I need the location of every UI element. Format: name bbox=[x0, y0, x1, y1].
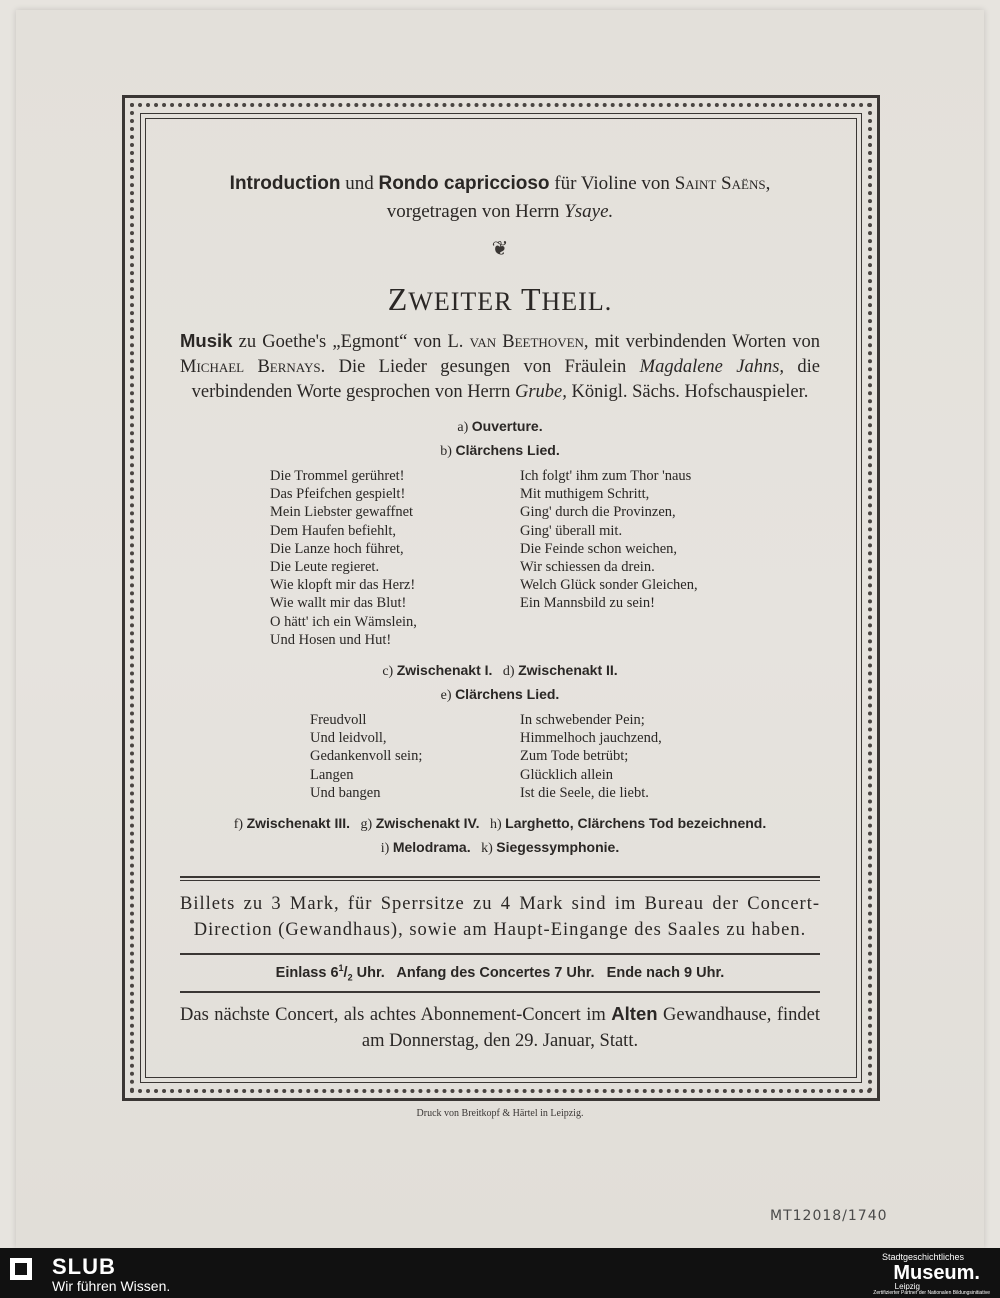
poem-line: Ging' durch die Provinzen, bbox=[520, 504, 676, 521]
item-b-title: Clärchens Lied. bbox=[455, 442, 560, 458]
poem-line: Ein Mannsbild zu sein! bbox=[520, 595, 655, 612]
poem-line: Gedankenvoll sein; bbox=[310, 748, 423, 765]
poem-line: Mit muthigem Schritt, bbox=[520, 486, 650, 503]
museum-city: Leipzig bbox=[894, 1282, 920, 1291]
item-c-label: c) bbox=[382, 664, 394, 680]
item-e-label: e) bbox=[440, 688, 452, 704]
item-a-label: a) bbox=[457, 420, 469, 435]
heading-z: Z bbox=[387, 281, 409, 317]
fraction-num: 1 bbox=[338, 963, 344, 974]
times-info: Einlass $6^1/_2$ Uhr. Anfang des Concertes 7 Uhr. Ende nach 9 Uhr. bbox=[275, 963, 725, 983]
item-k-label: k) bbox=[481, 841, 493, 857]
poem-claerchens-lied-2 bbox=[180, 711, 820, 802]
next-text-2: Gewandhause, findet am Donnerstag, den 29. Januar, Statt. bbox=[361, 1004, 821, 1051]
poem-line: Und Hosen und Hut! bbox=[270, 631, 392, 648]
footer-bar bbox=[0, 1248, 1000, 1298]
poem-line: Langen bbox=[310, 766, 354, 783]
program-content bbox=[180, 170, 820, 1062]
item-g-title: Zwischenakt IV. bbox=[375, 815, 480, 832]
heading-weiter: WEITER bbox=[408, 287, 513, 316]
poem-line: Freudvoll bbox=[310, 712, 367, 729]
poem-line: Die Trommel gerühret! bbox=[270, 468, 405, 484]
next-alten: Alten bbox=[611, 1002, 658, 1024]
poem-line: Ist die Seele, die liebt. bbox=[520, 784, 649, 801]
section-heading bbox=[180, 281, 820, 318]
program-item-b bbox=[180, 439, 820, 463]
program-item-ik bbox=[180, 836, 820, 860]
intro-paragraph bbox=[180, 170, 820, 226]
performer-ysaye: Ysaye. bbox=[564, 201, 614, 222]
intro-line2: vorgetragen von Herrn bbox=[386, 201, 560, 222]
heading-heil: HEIL. bbox=[541, 287, 613, 316]
slub-tagline: Wir führen Wissen. bbox=[52, 1278, 171, 1294]
egmont-text-5: Königl. Sächs. Hofschauspieler. bbox=[571, 382, 809, 402]
poem-line: Wir schiessen da drein. bbox=[520, 559, 655, 576]
work-title-introduction: Introduction bbox=[229, 173, 341, 194]
composer-beethoven: van Beethoven, bbox=[469, 332, 589, 352]
poem-line: In schwebender Pein; bbox=[520, 712, 645, 729]
poem-line: Mein Liebster gewaffnet bbox=[270, 504, 414, 521]
poem2-left-column bbox=[310, 711, 480, 802]
item-h-label: h) bbox=[489, 817, 502, 833]
poem-line: Das Pfeifchen gespielt! bbox=[270, 486, 406, 503]
egmont-paragraph bbox=[180, 328, 820, 405]
poem-line: Die Lanze hoch führet, bbox=[270, 540, 404, 557]
slub-logo-icon[interactable] bbox=[10, 1258, 32, 1280]
item-i-title: Melodrama. bbox=[392, 839, 471, 856]
poem-line: Welch Glück sonder Gleichen, bbox=[520, 577, 698, 594]
poem-line: Wie klopft mir das Herz! bbox=[270, 577, 416, 594]
heading-t: T bbox=[520, 281, 542, 317]
poem2-right-column bbox=[520, 711, 690, 802]
intro-und: und bbox=[345, 173, 374, 194]
slub-name[interactable]: SLUB bbox=[52, 1254, 116, 1279]
poem-claerchens-lied-1 bbox=[180, 467, 820, 649]
next-text-1: Das nächste Concert, als achtes Abonnement-Concert im bbox=[180, 1004, 606, 1025]
speaker-grube: Grube, bbox=[514, 382, 567, 402]
intro-fuer: für Violine von bbox=[554, 173, 670, 194]
museum-logo[interactable]: Museum. bbox=[893, 1262, 980, 1284]
poem-line: Die Leute regieret. bbox=[270, 559, 380, 576]
times-rest: Uhr. Anfang des Concertes 7 Uhr. Ende nach 9 Uhr. bbox=[356, 964, 725, 981]
program-item-e bbox=[180, 683, 820, 707]
poem-line: Die Feinde schon weichen, bbox=[520, 540, 678, 557]
item-f-label: f) bbox=[233, 817, 244, 833]
item-h-title: Larghetto, Clärchens Tod bezeichnend. bbox=[505, 815, 767, 832]
fraction-den: 2 bbox=[347, 972, 353, 983]
egmont-text-1: zu Goethe's „Egmont“ von L. bbox=[238, 332, 464, 352]
author-bernays: Michael Bernays. bbox=[180, 357, 326, 377]
archive-signature: MT12018/1740 bbox=[770, 1208, 888, 1224]
poem-line: Ich folgt' ihm zum Thor 'naus bbox=[520, 468, 692, 484]
poem-line: Und bangen bbox=[310, 784, 381, 801]
poem-line: Himmelhoch jauchzend, bbox=[520, 730, 662, 747]
poem-line: Und leidvoll, bbox=[310, 730, 387, 747]
item-i-label: i) bbox=[380, 841, 390, 857]
poem1-right-column bbox=[520, 467, 730, 649]
museum-note: Zertifizierter Partner der Nationalen Bildungsinitiative bbox=[873, 1290, 990, 1296]
divider-rule bbox=[180, 876, 820, 878]
museum-top-label: Stadtgeschichtliches bbox=[881, 1252, 964, 1262]
poem-line: Glücklich allein bbox=[520, 766, 614, 783]
item-e-title: Clärchens Lied. bbox=[455, 686, 560, 703]
composer-saint-saens: Saint Saëns, bbox=[674, 173, 771, 194]
item-c-title: Zwischenakt I. bbox=[396, 662, 493, 679]
poem1-left-column bbox=[270, 467, 480, 649]
work-title-rondo: Rondo capriccioso bbox=[378, 173, 550, 194]
poem-line: Wie wallt mir das Blut! bbox=[270, 595, 407, 612]
poem-line: Ging' überall mit. bbox=[520, 522, 623, 539]
egmont-text-4: die verbindenden Worte gesprochen von Herrn bbox=[191, 357, 821, 402]
item-g-label: g) bbox=[360, 817, 373, 833]
egmont-text-2: mit verbindenden Worten von bbox=[594, 332, 821, 352]
program-item-a bbox=[180, 415, 820, 439]
program-item-fgh bbox=[180, 812, 820, 836]
program-item-cd bbox=[180, 659, 820, 683]
singer-jahns: Magdalene Jahns, bbox=[639, 357, 785, 377]
einlass-label: Einlass 6 bbox=[275, 964, 339, 981]
tickets-info: Billets zu 3 Mark, für Sperrsitze zu 4 Mark sind im Bureau der Concert-Direction (Gewandhaus), sowie am Haupt-Eingange des Saales zu haben. bbox=[180, 894, 820, 941]
ornament-fleuron-icon: ❦ bbox=[491, 238, 509, 260]
poem-line: Zum Tode betrübt; bbox=[520, 748, 629, 765]
item-d-title: Zwischenakt II. bbox=[518, 662, 618, 679]
poem-line: O hätt' ich ein Wämslein, bbox=[270, 613, 417, 630]
item-d-label: d) bbox=[502, 664, 515, 680]
item-f-title: Zwischenakt III. bbox=[246, 815, 351, 832]
item-a-title: Ouverture. bbox=[471, 418, 543, 434]
printer-imprint: Druck von Breitkopf & Härtel in Leipzig. bbox=[416, 1108, 584, 1119]
poem-line: Dem Haufen befiehlt, bbox=[270, 522, 397, 539]
musik-label: Musik bbox=[180, 330, 233, 351]
item-k-title: Siegessymphonie. bbox=[496, 839, 620, 856]
item-b-label: b) bbox=[440, 444, 452, 459]
next-concert-info bbox=[180, 993, 820, 1062]
egmont-text-3: Die Lieder gesungen von Fräulein bbox=[338, 357, 627, 377]
